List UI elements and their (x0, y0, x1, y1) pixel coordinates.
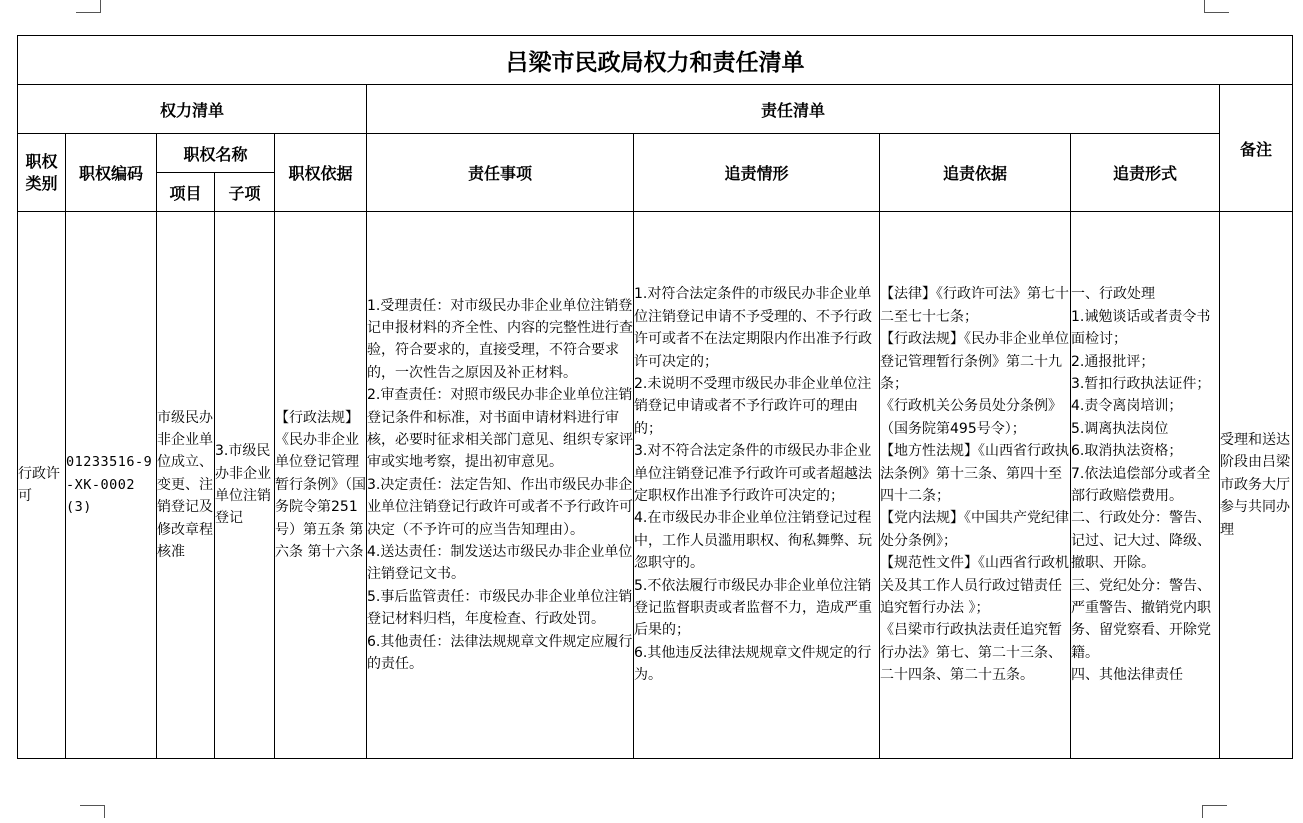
power-category-cell: 行政许可 (18, 212, 66, 759)
list-item: 【地方性法规】《山西省行政执法条例》第十三条、第四十至四十二条； (880, 443, 1069, 504)
list-item: 2.审查责任：对照市级民办非企业单位注销登记条件和标准，对书面申请材料进行审核，必要时征求相关部门意见、组织专家评审或实地考察，提出初审意见。 (367, 387, 633, 471)
page-corner-mark (80, 805, 105, 818)
page-corner-mark (1202, 805, 1227, 818)
list-item: 6.取消执法资格； (1071, 443, 1183, 460)
list-item: 5.事后监管责任：市级民办非企业单位注销登记材料归档，年度检查、行政处罚。 (367, 588, 633, 628)
list-item: 三、党纪处分：警告、严重警告、撤销党内职务、留党察看、开除党籍。 (1071, 577, 1211, 661)
accountability-situations-cell (634, 212, 880, 759)
list-item: 4.责令离岗培训； (1071, 398, 1183, 415)
accountability-basis-cell (880, 212, 1071, 759)
list-item: 2.通报批评； (1071, 353, 1155, 370)
power-code-header: 职权编码 (66, 134, 157, 212)
list-item: 1.诫勉谈话或者责令书面检讨； (1071, 308, 1211, 348)
list-item: 6.其他违反法律法规规章文件规定的行为。 (634, 644, 872, 684)
list-item: 6.其他责任：法律法规规章文件规定应履行的责任。 (367, 633, 633, 673)
page-corner-mark (1204, 0, 1229, 13)
power-basis-cell: 【行政法规】《民办非企业单位登记管理暂行条例》（国务院令第251号）第五条 第六条 第十六条 (275, 212, 367, 759)
list-item: 5.调离执法岗位 (1071, 420, 1169, 437)
list-item: 【党内法规】《中国共产党纪律处分条例》； (880, 510, 1069, 549)
power-name-header: 职权名称 (157, 134, 275, 173)
power-responsibility-table (17, 35, 1293, 759)
subitem-cell: 3.市级民办非企业单位注销登记 (215, 212, 275, 759)
list-item: 5.不依法履行市级民办非企业单位注销登记监督职责或者监督不力，造成严重后果的； (634, 577, 872, 639)
list-item: 一、行政处理 (1071, 286, 1155, 303)
power-category-header: 职权类别 (18, 134, 66, 212)
power-basis-header: 职权依据 (275, 134, 367, 212)
list-item: 四、其他法律责任 (1071, 667, 1183, 684)
list-item: 4.在市级民办非企业单位注销登记过程中，工作人员滥用职权、徇私舞弊、玩忽职守的。 (634, 510, 872, 572)
list-item: 【法律】《行政许可法》第七十二至七十七条； (880, 286, 1069, 325)
list-item: 2.未说明不受理市级民办非企业单位注销登记申请或者不予行政许可的理由的； (634, 375, 872, 437)
list-item: 7.依法追偿部分或者全部行政赔偿费用。 (1071, 465, 1211, 504)
list-item: 《行政机关公务员处分条例》（国务院第495号令）； (880, 398, 1062, 437)
list-item: 1.受理责任：对市级民办非企业单位注销登记申报材料的齐全性、内容的完整性进行查验，符合要求的，直接受理，不符合要求的，一次性告之原因及补正材料。 (367, 297, 633, 381)
list-item: 3.对不符合法定条件的市级民办非企业单位注销登记准予行政许可或者超越法定职权作出准予行政许可决定的； (634, 443, 872, 504)
list-item: 3.决定责任：法定告知、作出市级民办非企业单位注销登记行政许可或者不予行政许可决定（不予许可的应当告知理由）。 (367, 476, 633, 538)
accountability-situations-header: 追责情形 (634, 134, 880, 212)
list-item: 【行政法规】《民办非企业单位登记管理暂行条例》第二十九条； (880, 331, 1069, 392)
list-item: 1.对符合法定条件的市级民办非企业单位注销登记申请不予受理的、不予行政许可或者不在法定期限内作出准予行政许可决定的； (634, 286, 872, 370)
remarks-cell: 受理和送达阶段由吕梁市政务大厅参与共同办理 (1220, 212, 1293, 759)
table-row (18, 212, 1293, 759)
accountability-forms-cell (1071, 212, 1220, 759)
list-item: 3.暂扣行政执法证件； (1071, 375, 1211, 392)
accountability-basis-header: 追责依据 (880, 134, 1071, 212)
list-item: 4.送达责任：制发送达市级民办非企业单位注销登记文书。 (367, 544, 633, 583)
item-header: 项目 (157, 173, 215, 212)
list-item: 【规范性文件】《山西省行政机关及其工作人员行政过错责任追究暂行办法 》； (880, 555, 1069, 617)
responsibility-matters-cell (367, 212, 634, 759)
remarks-header: 备注 (1220, 85, 1293, 212)
subitem-header: 子项 (215, 173, 275, 212)
accountability-forms-header: 追责形式 (1071, 134, 1220, 212)
responsibility-matters-header: 责任事项 (367, 134, 634, 212)
list-item: 《吕梁市行政执法责任追究暂行办法》第七、第二十三条、二十四条、第二十五条。 (880, 622, 1062, 684)
power-code-cell: 01233516-9-XK-0002(3) (66, 212, 157, 759)
list-item: 二、行政处分：警告、记过、记大过、降级、撤职、开除。 (1071, 510, 1211, 572)
responsibility-list-header: 责任清单 (367, 85, 1220, 134)
power-list-header: 权力清单 (18, 85, 367, 134)
item-cell: 市级民办非企业单位成立、变更、注销登记及修改章程核准 (157, 212, 215, 759)
page-corner-mark (76, 0, 101, 13)
document-title: 吕梁市民政局权力和责任清单 (18, 36, 1293, 85)
